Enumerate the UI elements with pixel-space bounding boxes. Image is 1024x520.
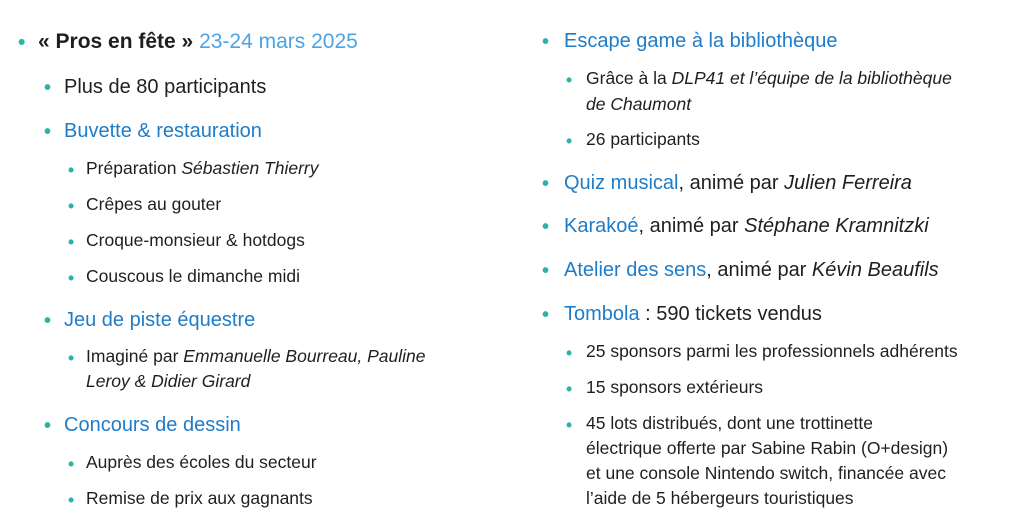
event-name: « Pros en fête » (38, 30, 194, 53)
concours-heading: Concours de dessin (64, 414, 241, 436)
tombola-item: 25 sponsors parmi les professionnels adhérents (586, 341, 958, 361)
tombola-item: 15 sponsors extérieurs (586, 377, 764, 397)
bullet: • (566, 343, 573, 363)
jeu-authors-line2: Leroy & Didier Girard (86, 371, 251, 391)
buvette-prep (86, 158, 319, 179)
atelier-line (564, 259, 939, 282)
event-title (38, 30, 358, 54)
tombola-lots-line: et une console Nintendo switch, financée avec (586, 463, 946, 483)
bullet: • (18, 31, 26, 54)
bullet: • (566, 131, 573, 151)
bullet: • (542, 216, 550, 238)
escape-thanks-line2: de Chaumont (586, 94, 692, 114)
prep-label: Préparation (86, 158, 182, 178)
tombola-lots-line: 45 lots distribués, dont une trottinette (586, 413, 873, 433)
quiz-host: Julien Ferreira (784, 172, 912, 194)
tombola-lots-line: électrique offerte par Sabine Rabin (O+design) (586, 438, 949, 458)
bullet: • (542, 31, 550, 53)
quiz-line (564, 172, 912, 195)
bullet: • (542, 173, 550, 195)
bullet: • (44, 77, 52, 99)
bullet: • (68, 348, 75, 368)
atelier-name: Atelier des sens (564, 259, 707, 281)
bullet: • (566, 379, 573, 399)
quiz-name: Quiz musical (564, 172, 679, 194)
escape-heading: Escape game à la bibliothèque (564, 30, 838, 52)
buvette-item: Croque-monsieur & hotdogs (86, 230, 305, 250)
concours-item: Auprès des écoles du secteur (86, 452, 317, 472)
buvette-item: Crêpes au gouter (86, 194, 222, 214)
jeu-authors-line1 (86, 346, 426, 367)
animated-by: , animé par (678, 172, 785, 194)
concours-item: Remise de prix aux gagnants (86, 488, 313, 508)
bullet: • (68, 160, 75, 180)
bullet: • (44, 121, 52, 143)
animated-by: , animé par (638, 215, 745, 237)
tombola-lots-line: l’aide de 5 hébergeurs touristiques (586, 488, 854, 508)
buvette-item: Couscous le dimanche midi (86, 266, 300, 286)
buvette-heading: Buvette & restauration (64, 120, 262, 142)
participants-count: Plus de 80 participants (64, 76, 267, 98)
jeu-heading: Jeu de piste équestre (64, 309, 256, 331)
bullet: • (68, 454, 75, 474)
karaoke-name: Karakoé (564, 215, 639, 237)
bullet: • (542, 260, 550, 282)
bullet: • (68, 196, 75, 216)
bullet: • (44, 310, 52, 332)
bullet: • (566, 70, 573, 90)
thanks-prefix: Grâce à la (586, 68, 672, 88)
bullet: • (542, 304, 550, 326)
bullet: • (44, 415, 52, 437)
escape-participants: 26 participants (586, 129, 700, 149)
bullet: • (566, 415, 573, 435)
tombola-name: Tombola (564, 303, 640, 325)
karaoke-host: Stéphane Kramnitzki (744, 215, 929, 237)
animated-by: , animé par (706, 259, 812, 281)
tombola-line (564, 303, 822, 326)
atelier-host: Kévin Beaufils (811, 259, 939, 281)
authors-names: Emmanuelle Bourreau, Pauline (183, 346, 426, 366)
event-dates: 23-24 mars 2025 (199, 30, 358, 53)
tombola-tickets: : 590 tickets vendus (639, 303, 822, 325)
prep-name: Sébastien Thierry (181, 158, 319, 178)
thanks-names: DLP41 et l’équipe de la bibliothèque (671, 68, 952, 88)
bullet: • (68, 268, 75, 288)
by-label: Imaginé par (86, 346, 184, 366)
bullet: • (68, 232, 75, 252)
bullet: • (68, 490, 75, 510)
karaoke-line (564, 215, 929, 238)
escape-thanks-line1 (586, 68, 952, 89)
